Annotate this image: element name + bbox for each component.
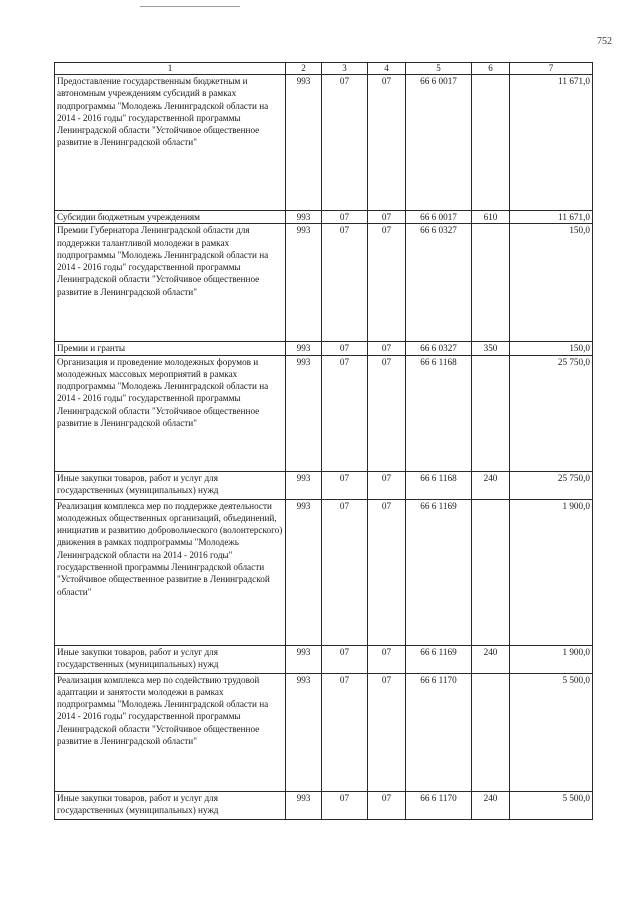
table-row — [55, 499, 593, 645]
cell-col-2: 993 — [286, 224, 322, 342]
cell-col-6: 240 — [472, 791, 510, 819]
cell-col-3: 07 — [322, 342, 368, 355]
cell-col-7: 1 900,0 — [510, 645, 593, 673]
cell-col-2: 993 — [286, 499, 322, 645]
cell-col-6: 240 — [472, 471, 510, 499]
row-name: Иные закупки товаров, работ и услуг для государственных (муниципальных) нужд — [55, 791, 286, 819]
column-header-4: 4 — [368, 63, 406, 75]
cell-col-3: 07 — [322, 75, 368, 211]
table-row — [55, 471, 593, 499]
row-name: Премии Губернатора Ленинградской области для поддержки талантливой молодежи в рамках подпрограммы "Молодежь Ленинградской области на 2014 - 2016 годы" государственной программы Ленинградской области "Устойчивое общественное развитие в Ленинградской области" — [55, 224, 286, 342]
cell-col-5: 66 6 0327 — [406, 224, 472, 342]
table-row — [55, 355, 593, 471]
cell-col-6: 610 — [472, 211, 510, 224]
cell-col-4: 07 — [368, 211, 406, 224]
cell-col-4: 07 — [368, 342, 406, 355]
cell-col-2: 993 — [286, 791, 322, 819]
cell-col-5: 66 6 1169 — [406, 499, 472, 645]
cell-col-7: 11 671,0 — [510, 211, 593, 224]
cell-col-5: 66 6 0017 — [406, 211, 472, 224]
table-row — [55, 791, 593, 819]
cell-col-6 — [472, 673, 510, 791]
row-name: Организация и проведение молодежных форумов и молодежных массовых мероприятий в рамках подпрограммы "Молодежь Ленинградской области на 2014 - 2016 годы" государственной программы Ленинградской области "Устойчивое общественное развитие в Ленинградской области" — [55, 355, 286, 471]
cell-col-5: 66 6 1170 — [406, 673, 472, 791]
cell-col-4: 07 — [368, 355, 406, 471]
row-name: Предоставление государственным бюджетным и автономным учреждениям субсидий в рамках подпрограммы "Молодежь Ленинградской области на 2014 - 2016 годы" государственной программы Ленинградской области "Устойчивое общественное развитие в Ленинградской области" — [55, 75, 286, 211]
cell-col-5: 66 6 1170 — [406, 791, 472, 819]
cell-col-2: 993 — [286, 342, 322, 355]
column-header-2: 2 — [286, 63, 322, 75]
cell-col-7: 11 671,0 — [510, 75, 593, 211]
cell-col-7: 5 500,0 — [510, 673, 593, 791]
cell-col-7: 25 750,0 — [510, 471, 593, 499]
budget-table — [54, 62, 593, 820]
cell-col-2: 993 — [286, 355, 322, 471]
cell-col-6: 350 — [472, 342, 510, 355]
cell-col-7: 150,0 — [510, 342, 593, 355]
cell-col-2: 993 — [286, 75, 322, 211]
cell-col-3: 07 — [322, 355, 368, 471]
cell-col-6 — [472, 499, 510, 645]
table-row — [55, 224, 593, 342]
cell-col-4: 07 — [368, 471, 406, 499]
row-name: Субсидии бюджетным учреждениям — [55, 211, 286, 224]
cell-col-3: 07 — [322, 211, 368, 224]
cell-col-3: 07 — [322, 224, 368, 342]
cell-col-4: 07 — [368, 645, 406, 673]
row-name: Иные закупки товаров, работ и услуг для государственных (муниципальных) нужд — [55, 645, 286, 673]
cell-col-6 — [472, 224, 510, 342]
row-name: Реализация комплекса мер по содействию трудовой адаптации и занятости молодежи в рамках подпрограммы "Молодежь Ленинградской области на 2014 - 2016 годы" государственной программы Ленинградской области "Устойчивое общественное развитие в Ленинградской области" — [55, 673, 286, 791]
column-header-7: 7 — [510, 63, 593, 75]
cell-col-2: 993 — [286, 645, 322, 673]
table-row — [55, 75, 593, 211]
cell-col-7: 25 750,0 — [510, 355, 593, 471]
cell-col-5: 66 6 1168 — [406, 471, 472, 499]
cell-col-2: 993 — [286, 673, 322, 791]
cell-col-3: 07 — [322, 791, 368, 819]
column-header-5: 5 — [406, 63, 472, 75]
cell-col-7: 1 900,0 — [510, 499, 593, 645]
cell-col-7: 150,0 — [510, 224, 593, 342]
cell-col-3: 07 — [322, 471, 368, 499]
row-name: Реализация комплекса мер по поддержке деятельности молодежных общественных организаций, объединений, инициатив и развитию добровольческого (волонтерского) движения в рамках подпрограммы "Молодежь Ленинградской области на 2014 - 2016 годы" государственной программы Ленинградской области "Устойчивое общественное развитие в Ленинградской области" — [55, 499, 286, 645]
row-name: Премии и гранты — [55, 342, 286, 355]
cell-col-4: 07 — [368, 791, 406, 819]
table-header-row — [55, 63, 593, 75]
cell-col-5: 66 6 1169 — [406, 645, 472, 673]
cell-col-5: 66 6 0327 — [406, 342, 472, 355]
cell-col-4: 07 — [368, 75, 406, 211]
cell-col-6 — [472, 75, 510, 211]
cell-col-4: 07 — [368, 224, 406, 342]
cell-col-2: 993 — [286, 471, 322, 499]
cell-col-4: 07 — [368, 673, 406, 791]
cell-col-3: 07 — [322, 499, 368, 645]
cell-col-3: 07 — [322, 645, 368, 673]
column-header-1: 1 — [55, 63, 286, 75]
cell-col-5: 66 6 0017 — [406, 75, 472, 211]
column-header-3: 3 — [322, 63, 368, 75]
column-header-6: 6 — [472, 63, 510, 75]
cell-col-7: 5 500,0 — [510, 791, 593, 819]
page-number: 752 — [597, 36, 612, 47]
cell-col-2: 993 — [286, 211, 322, 224]
cell-col-4: 07 — [368, 499, 406, 645]
scan-edge-line — [140, 6, 240, 7]
cell-col-5: 66 6 1168 — [406, 355, 472, 471]
cell-col-6 — [472, 355, 510, 471]
table-row — [55, 211, 593, 224]
table-row — [55, 342, 593, 355]
cell-col-6: 240 — [472, 645, 510, 673]
cell-col-3: 07 — [322, 673, 368, 791]
table-row — [55, 645, 593, 673]
table-row — [55, 673, 593, 791]
row-name: Иные закупки товаров, работ и услуг для государственных (муниципальных) нужд — [55, 471, 286, 499]
